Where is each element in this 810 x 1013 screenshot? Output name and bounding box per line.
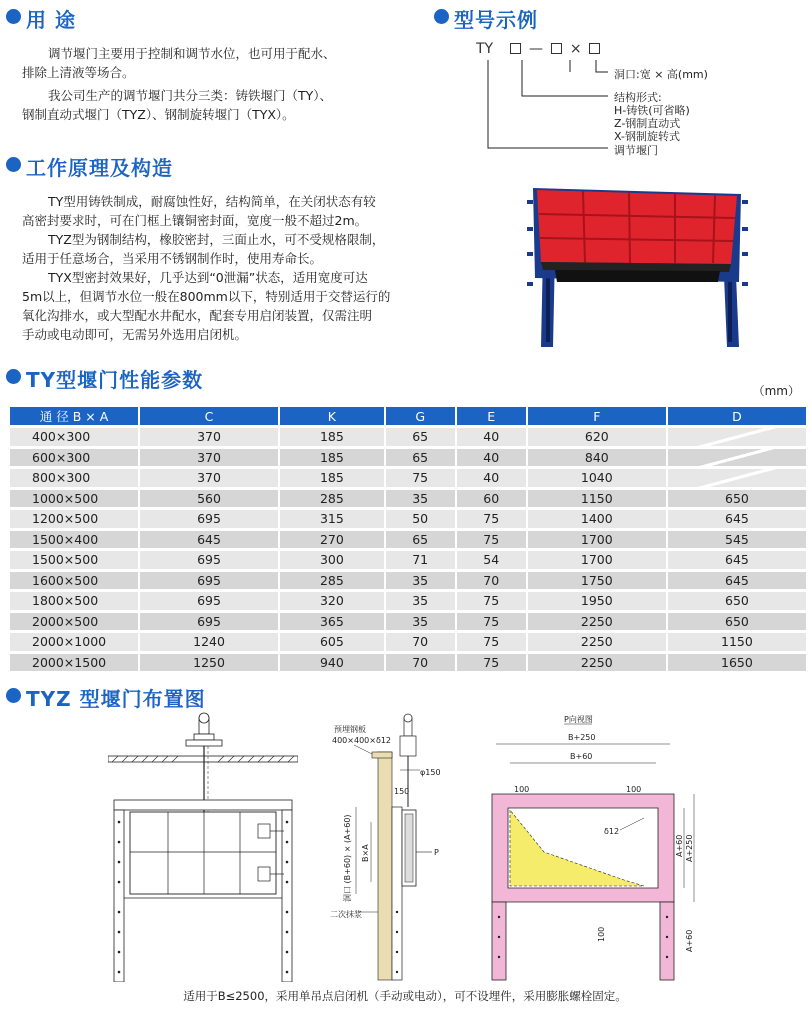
table-cell: 75 — [386, 469, 455, 487]
table-cell — [668, 428, 806, 446]
table-cell: 285 — [280, 490, 384, 508]
size-cell: 2000×500 — [10, 613, 138, 631]
table-cell: 1750 — [528, 572, 666, 590]
placeholder-box — [589, 43, 600, 54]
size-cell: 1200×500 — [10, 510, 138, 528]
table-cell: 620 — [528, 428, 666, 446]
table-row — [10, 490, 806, 508]
table-cell: 1150 — [528, 490, 666, 508]
table-cell: 650 — [668, 613, 806, 631]
table-cell: 185 — [280, 449, 384, 467]
usage-title: 用 途 — [26, 8, 76, 32]
usage-line: 调节堰门主要用于控制和调节水位，也可用于配水、 — [48, 46, 336, 61]
table-cell: 1700 — [528, 531, 666, 549]
label-secondary: 二次抹浆 — [330, 910, 362, 919]
table-cell: 75 — [457, 592, 526, 610]
params-table — [8, 404, 808, 674]
bullet-icon — [6, 688, 21, 703]
label-p-view: P向视图 — [564, 715, 593, 724]
legend-structure-label: 结构形式: — [614, 91, 662, 104]
label-d100a: 100 — [514, 785, 530, 794]
label-p: P — [434, 848, 439, 857]
table-cell: 1040 — [528, 469, 666, 487]
params-title: TY型堰门性能参数 — [26, 368, 204, 392]
bullet-icon — [6, 157, 21, 172]
table-cell: 940 — [280, 654, 384, 672]
table-row — [10, 449, 806, 467]
model-code — [476, 41, 600, 57]
table-cell: 70 — [386, 633, 455, 651]
layout-title: TYZ 型堰门布置图 — [26, 687, 206, 711]
table-row — [10, 592, 806, 610]
principle-title: 工作原理及构造 — [26, 156, 173, 180]
table-row — [10, 633, 806, 651]
principle-line: 高密封要求时，可在门框上镶铜密封面，宽度一般不超过2m。 — [22, 213, 368, 228]
table-row — [10, 510, 806, 528]
header-cell: G — [386, 407, 455, 425]
header-cell: E — [457, 407, 526, 425]
table-cell: 70 — [457, 572, 526, 590]
table-cell: 645 — [668, 572, 806, 590]
legend-structure-z: Z-钢制直动式 — [614, 117, 681, 130]
params-unit: （mm） — [752, 384, 800, 398]
table-cell: 185 — [280, 469, 384, 487]
table-cell: 695 — [140, 510, 278, 528]
legend-structure-x: X-钢制旋转式 — [614, 130, 680, 143]
label-plate-size: 400×400×δ12 — [332, 736, 392, 745]
usage-text — [22, 44, 402, 124]
header-cell: C — [140, 407, 278, 425]
table-cell: 75 — [457, 613, 526, 631]
usage-line: 排除上清液等场合。 — [22, 65, 135, 80]
table-row — [10, 469, 806, 487]
label-dim150: 150 — [394, 787, 410, 796]
gate-section-drawing — [328, 712, 458, 982]
header-cell: D — [668, 407, 806, 425]
legend-opening: 洞口:宽 × 高(mm) — [614, 68, 708, 81]
table-row — [10, 572, 806, 590]
table-cell: 185 — [280, 428, 384, 446]
header-cell: 通 径 B × A — [10, 407, 138, 425]
label-a60: A+60 — [675, 834, 684, 857]
table-cell: 1950 — [528, 592, 666, 610]
principle-line: 手动或电动即可，无需另外选用启闭机。 — [22, 327, 248, 342]
table-cell: 645 — [140, 531, 278, 549]
model-legend-lines — [470, 56, 610, 156]
principle-line: 适用于任意场合，当采用不锈钢制作时，使用寿命长。 — [22, 251, 323, 266]
table-cell: 70 — [386, 654, 455, 672]
legend-name: 调节堰门 — [614, 144, 658, 157]
principle-line: TYZ型为钢制结构，橡胶密封，三面止水，可不受规格限制， — [48, 232, 385, 247]
table-cell: 1650 — [668, 654, 806, 672]
table-cell: 50 — [386, 510, 455, 528]
label-opening: 洞口 (B+60) × (A+60) — [343, 814, 352, 902]
table-cell: 370 — [140, 449, 278, 467]
table-row — [10, 428, 806, 446]
table-cell: 650 — [668, 592, 806, 610]
table-cell: 695 — [140, 613, 278, 631]
table-cell: 370 — [140, 428, 278, 446]
size-cell: 1500×400 — [10, 531, 138, 549]
table-row — [10, 551, 806, 569]
model-code-times: × — [569, 41, 582, 57]
label-embedded-plate: 预埋钢板 — [334, 725, 366, 734]
model-example-title: 型号示例 — [454, 8, 538, 32]
size-cell: 800×300 — [10, 469, 138, 487]
label-b250: B+250 — [568, 733, 596, 742]
table-cell: 695 — [140, 592, 278, 610]
weir-gate-photo — [525, 182, 750, 352]
table-cell: 75 — [457, 510, 526, 528]
principle-line: TYX型密封效果好，几乎达到“0泄漏”状态，适用宽度可达 — [48, 270, 368, 285]
header-cell: K — [280, 407, 384, 425]
principle-line: 5m以上，但调节水位一般在800mm以下，特别适用于交替运行的 — [22, 289, 391, 304]
table-cell: 315 — [280, 510, 384, 528]
table-cell: 1240 — [140, 633, 278, 651]
table-cell: 35 — [386, 613, 455, 631]
table-cell: 560 — [140, 490, 278, 508]
model-code-prefix: TY — [476, 41, 494, 57]
label-bxa: B×A — [361, 844, 370, 862]
size-cell: 1800×500 — [10, 592, 138, 610]
size-cell: 1500×500 — [10, 551, 138, 569]
table-cell: 695 — [140, 551, 278, 569]
size-cell: 2000×1500 — [10, 654, 138, 672]
label-b60: B+60 — [570, 752, 593, 761]
size-cell: 600×300 — [10, 449, 138, 467]
bullet-icon — [6, 9, 21, 24]
table-cell: 75 — [457, 531, 526, 549]
size-cell: 1600×500 — [10, 572, 138, 590]
table-cell: 2250 — [528, 654, 666, 672]
table-cell: 75 — [457, 654, 526, 672]
placeholder-box — [551, 43, 562, 54]
table-cell: 365 — [280, 613, 384, 631]
table-cell: 645 — [668, 551, 806, 569]
label-a250: A+250 — [685, 834, 694, 862]
bullet-icon — [6, 369, 21, 384]
principle-line: TY型用铸铁制成，耐腐蚀性好，结构简单，在关闭状态有较 — [48, 194, 376, 209]
model-code-dash: — — [529, 41, 544, 57]
label-a60b: A+60 — [685, 929, 694, 952]
gate-p-view-drawing — [484, 712, 704, 982]
table-cell: 40 — [457, 428, 526, 446]
table-cell: 40 — [457, 469, 526, 487]
table-cell: 285 — [280, 572, 384, 590]
principle-text — [22, 192, 452, 344]
table-cell: 65 — [386, 531, 455, 549]
table-cell: 65 — [386, 449, 455, 467]
size-cell: 400×300 — [10, 428, 138, 446]
table-cell: 1250 — [140, 654, 278, 672]
table-cell: 1400 — [528, 510, 666, 528]
table-cell: 60 — [457, 490, 526, 508]
table-cell: 650 — [668, 490, 806, 508]
label-phi150: φ150 — [420, 768, 441, 777]
table-cell: 370 — [140, 469, 278, 487]
size-cell: 2000×1000 — [10, 633, 138, 651]
table-cell: 270 — [280, 531, 384, 549]
label-d100c: 100 — [597, 926, 606, 942]
table-cell: 2250 — [528, 613, 666, 631]
table-row — [10, 531, 806, 549]
table-cell: 300 — [280, 551, 384, 569]
size-cell: 1000×500 — [10, 490, 138, 508]
table-cell: 605 — [280, 633, 384, 651]
bullet-icon — [434, 9, 449, 24]
legend-structure-h: H-铸铁(可省略) — [614, 104, 690, 117]
table-header-row — [10, 407, 806, 425]
table-cell: 1700 — [528, 551, 666, 569]
table-cell: 645 — [668, 510, 806, 528]
table-row — [10, 654, 806, 672]
table-cell: 2250 — [528, 633, 666, 651]
table-row — [10, 613, 806, 631]
usage-line: 我公司生产的调节堰门共分三类：铸铁堰门（TY）、 — [48, 88, 333, 103]
table-cell: 75 — [457, 633, 526, 651]
table-cell: 320 — [280, 592, 384, 610]
table-cell: 54 — [457, 551, 526, 569]
table-cell: 35 — [386, 592, 455, 610]
placeholder-box — [510, 43, 521, 54]
table-cell: 35 — [386, 490, 455, 508]
label-d12: δ12 — [604, 827, 620, 836]
header-cell: F — [528, 407, 666, 425]
table-cell: 1150 — [668, 633, 806, 651]
params-table-body — [10, 428, 806, 671]
table-cell: 71 — [386, 551, 455, 569]
table-cell: 545 — [668, 531, 806, 549]
table-cell — [668, 469, 806, 487]
usage-line: 钢制直动式堰门（TYZ）、钢制旋转堰门（TYX）。 — [22, 107, 295, 122]
table-cell — [668, 449, 806, 467]
table-cell: 65 — [386, 428, 455, 446]
layout-caption: 适用于B≤2500，采用单吊点启闭机（手动或电动），可不设埋件，采用膨胀螺栓固定。 — [183, 989, 627, 1003]
table-cell: 40 — [457, 449, 526, 467]
gate-elevation-drawing — [108, 712, 298, 982]
principle-line: 氧化沟排水，或大型配水井配水，配套专用启闭装置，仅需注明 — [22, 308, 373, 323]
label-d100b: 100 — [626, 785, 642, 794]
table-cell: 840 — [528, 449, 666, 467]
table-cell: 695 — [140, 572, 278, 590]
table-cell: 35 — [386, 572, 455, 590]
